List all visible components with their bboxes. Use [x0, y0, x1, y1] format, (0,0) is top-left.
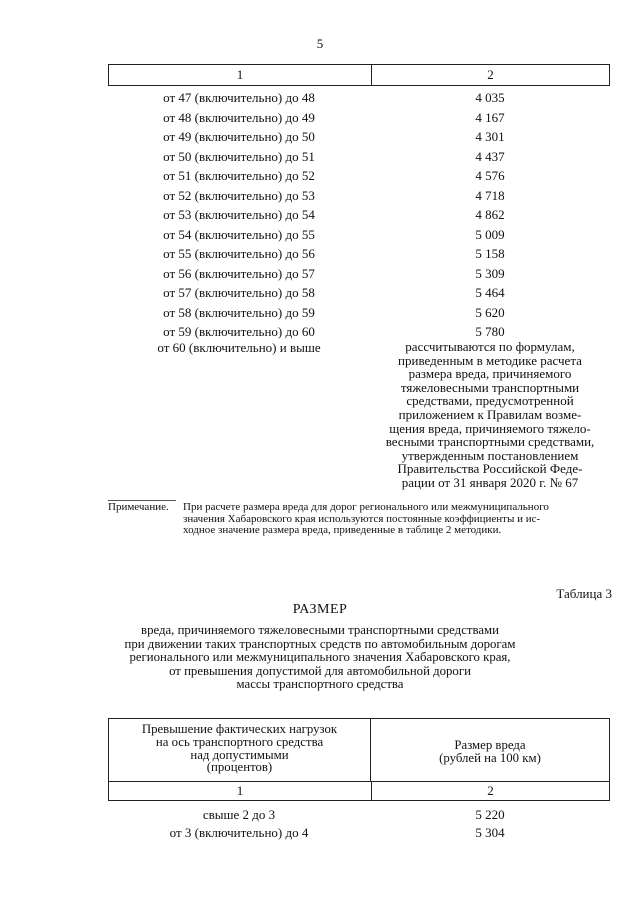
subtitle-line: массы транспортного средства [236, 677, 404, 692]
table-row [108, 205, 610, 225]
text-line: размера вреда, причиняемого [408, 366, 572, 382]
note-line: При расчете размера вреда для дорог регионального или межмуниципального [183, 501, 549, 513]
range-cell: от 55 (включительно) до 56 [163, 246, 315, 261]
note-label: Примечание. [108, 501, 169, 513]
table3-header [108, 718, 610, 801]
table-row [108, 824, 610, 842]
range-cell: от 51 (включительно) до 52 [163, 168, 315, 183]
text-line: средствами, предусмотренной [406, 393, 574, 409]
header-col1 [109, 719, 371, 781]
value-cell: 5 304 [475, 825, 505, 840]
table-row [108, 147, 610, 167]
table1-header-col2: 2 [487, 67, 494, 82]
header-line: над допустимыми [190, 747, 289, 762]
value-cell: 4 437 [475, 148, 505, 164]
value-cell: 5 780 [475, 324, 505, 339]
header-line: на ось транспортного средства [155, 734, 324, 749]
header-line: (рублей на 100 км) [439, 750, 541, 765]
value-cell: 5 220 [475, 807, 505, 822]
table-row [108, 127, 610, 147]
table-number-label: Таблица 3 [556, 586, 612, 601]
table-row [108, 806, 610, 824]
range-cell: от 47 (включительно) до 48 [163, 90, 315, 105]
text-line: Правительства Российской Феде- [397, 461, 583, 477]
note-line: ходное значение размера вреда, приведенные в таблице 2 методики. [183, 524, 502, 536]
table1-header-row [108, 64, 610, 86]
text-line: щения вреда, причиняемого тяжело- [389, 420, 591, 436]
range-cell: от 48 (включительно) до 49 [163, 109, 315, 125]
range-cell: от 49 (включительно) до 50 [163, 129, 315, 144]
range-cell: от 3 (включительно) до 4 [169, 825, 309, 840]
subtitle-line: при движении таких транспортных средств по автомобильным дорогам [124, 636, 516, 651]
value-cell: 4 167 [475, 109, 505, 125]
range-cell: от 52 (включительно) до 53 [163, 187, 315, 203]
range-cell: от 50 (включительно) до 51 [163, 148, 315, 164]
subtitle-line: от превышения допустимой для автомобильной дороги [169, 663, 471, 678]
table-subtitle [0, 624, 640, 692]
value-cell: 4 035 [475, 90, 505, 105]
range-cell: от 54 (включительно) до 55 [163, 226, 315, 242]
table1-header-col1: 1 [109, 65, 372, 85]
value-cell: 5 464 [475, 285, 505, 300]
table-heading: РАЗМЕР [292, 602, 348, 617]
subtitle-line: вреда, причиняемого тяжеловесными транспортными средствами [141, 623, 499, 637]
note-body [183, 502, 613, 537]
range-cell: от 58 (включительно) до 59 [163, 304, 315, 320]
table3-body [108, 806, 610, 842]
header-line: Превышение фактических нагрузок [141, 722, 338, 736]
text-line: утвержденным постановлением [401, 447, 579, 463]
table1-body [108, 88, 610, 342]
value-cell: 4 862 [475, 207, 505, 222]
range-cell: свыше 2 до 3 [202, 807, 276, 822]
table-row [108, 186, 610, 206]
header-line: (процентов) [206, 760, 273, 775]
text-line: рации от 31 января 2020 г. № 67 [401, 474, 579, 490]
table3-number-row [109, 782, 609, 800]
text-line: тяжеловесными транспортными [400, 379, 580, 395]
value-cell: 5 158 [475, 246, 505, 261]
header-line: Размер вреда [454, 738, 526, 752]
subtitle-line: регионального или межмуниципального значения Хабаровского края, [129, 650, 511, 665]
value-cell: 5 009 [475, 226, 505, 242]
value-cell: 4 301 [475, 129, 505, 144]
text-line: весными транспортными средствами, [385, 434, 595, 450]
table1-last-row [108, 340, 610, 490]
table-row [108, 108, 610, 128]
text-line: приведенным в методике расчета [398, 352, 582, 368]
table-row [108, 264, 610, 284]
header-col2 [371, 719, 609, 781]
range-cell: от 59 (включительно) до 60 [163, 324, 315, 339]
text-line: приложением к Правилам возме- [398, 406, 582, 422]
table-row [108, 244, 610, 264]
value-cell: 5 309 [475, 265, 505, 281]
page-number: 5 [316, 36, 324, 51]
range-cell: от 60 (включительно) и выше [157, 340, 321, 355]
range-cell: от 57 (включительно) до 58 [163, 285, 315, 300]
range-cell: от 56 (включительно) до 57 [163, 265, 315, 281]
table3-header-row [109, 719, 609, 782]
table-row [108, 303, 610, 323]
column-number: 2 [487, 783, 494, 798]
table-row [108, 225, 610, 245]
formula-reference-cell [370, 340, 610, 490]
value-cell: 4 576 [475, 168, 505, 183]
text-line: рассчитываются по формулам, [405, 339, 575, 354]
value-cell: 5 620 [475, 304, 505, 320]
table-row [108, 88, 610, 108]
table-row [108, 166, 610, 186]
table-row [108, 283, 610, 303]
column-number: 1 [109, 782, 372, 800]
value-cell: 4 718 [475, 187, 505, 203]
range-cell: от 53 (включительно) до 54 [163, 207, 315, 222]
note-line: значения Хабаровского края используются постоянные коэффициенты и ис- [183, 512, 541, 525]
